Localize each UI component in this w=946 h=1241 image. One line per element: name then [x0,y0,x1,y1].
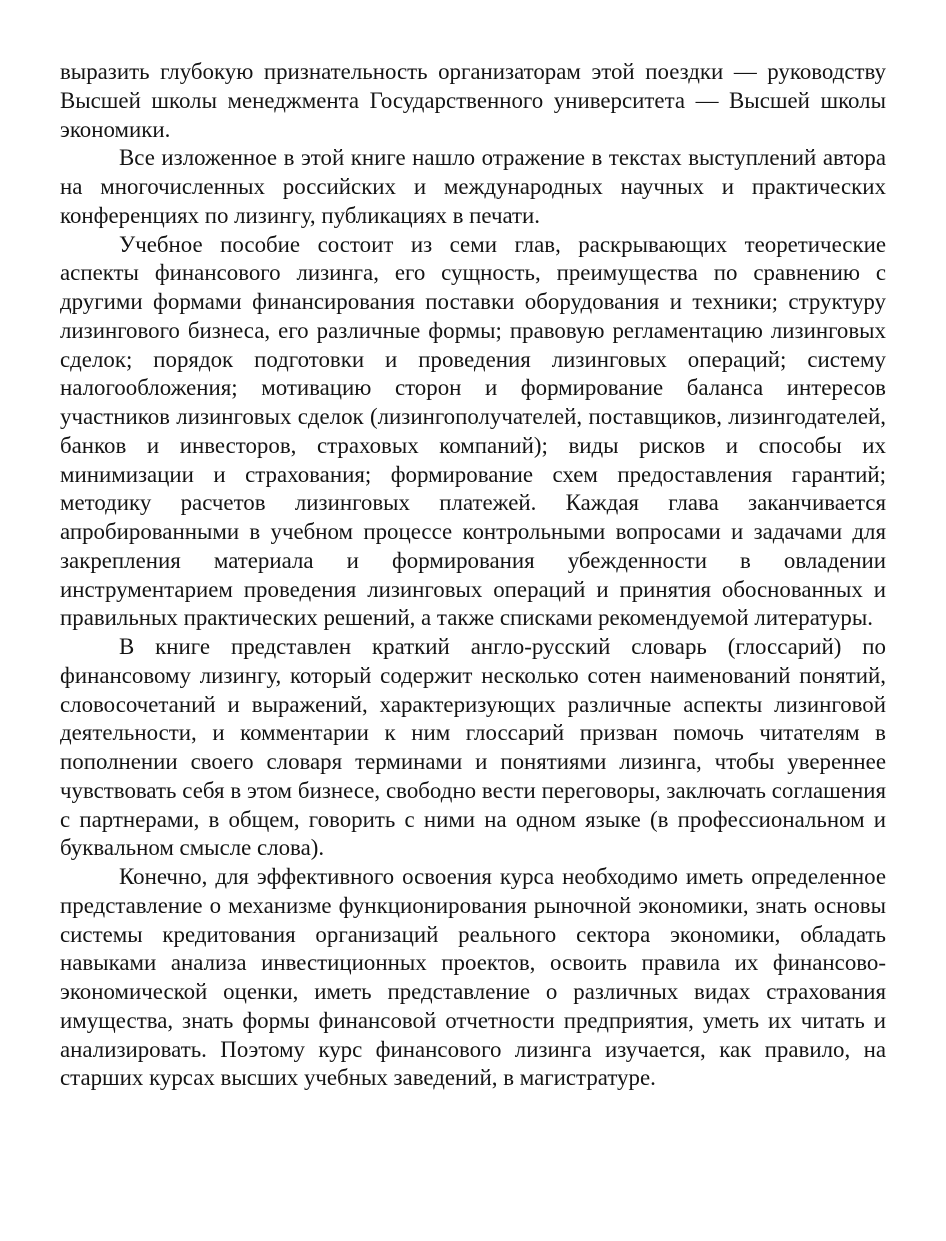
document-page [60,58,886,1093]
paragraph-structure: Учебное пособие состоит из семи глав, раскрывающих теоретические аспекты финансового лизинга, его сущность, преимущества по сравнению с другими формами финансирования поставки оборудования и техники; структуру лизингового бизнеса, его различные формы; правовую регламентацию лизинговых сделок; порядок подготовки и проведения лизинговых операций; систему налогообложения; мотивацию сторон и формирование баланса интересов участников лизинговых сделок (лизингополучателей, поставщиков, лизингодателей, банков и инвесторов, страховых компаний); виды рисков и способы их минимизации и страхования; формирование схем предоставления гарантий; методику расчетов лизинговых платежей. Каждая глава заканчивается апробированными в учебном процессе контрольными вопросами и задачами для закрепления материала и формирования убежденности в овладении инструментарием проведения лизинговых операций и принятия обоснованных и правильных практических решений, а также списками рекомендуемой литературы. [60,231,886,631]
paragraph-continuation: выразить глубокую признательность организаторам этой поездки — руководству Высшей школы менеджмента Государственного университета — Высшей школы экономики. [60,59,886,142]
paragraph-reflection: Все изложенное в этой книге нашло отражение в текстах выступлений автора на многочисленных российских и международных научных и практических конференциях по лизингу, публикациях в печати. [60,145,886,228]
paragraph-prerequisites: Конечно, для эффективного освоения курса необходимо иметь определенное представление о механизме функционирования рыночной экономики, знать основы системы кредитования организаций реального сектора экономики, обладать навыками анализа инвестиционных проектов, освоить правила их финансово-экономической оценки, иметь представление о различных видах страхования имущества, знать формы финансовой отчетности предприятия, уметь их читать и анализировать. Поэтому курс финансового лизинга изучается, как правило, на старших курсах высших учебных заведений, в магистратуре. [60,864,886,1091]
paragraph-glossary: В книге представлен краткий англо-русский словарь (глоссарий) по финансовому лизингу, который содержит несколько сотен наименований понятий, словосочетаний и выражений, характеризующих различные аспекты лизинговой деятельности, и комментарии к ним глоссарий призван помочь читателям в пополнении своего словаря терминами и понятиями лизинга, чтобы увереннее чувствовать себя в этом бизнесе, свободно вести переговоры, заключать соглашения с партнерами, в общем, говорить с ними на одном языке (в профессиональном и буквальном смысле слова). [60,634,886,861]
